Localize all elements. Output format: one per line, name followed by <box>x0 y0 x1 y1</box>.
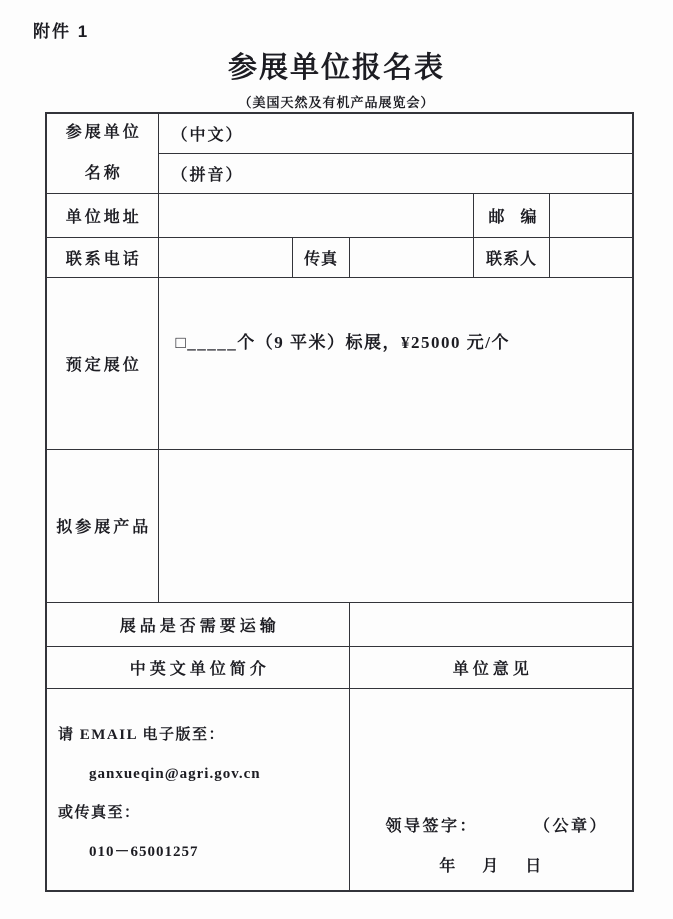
phone-input-cell[interactable] <box>158 237 292 277</box>
signature-area-cell[interactable] <box>349 688 633 891</box>
signature-line <box>350 818 633 835</box>
table-row <box>46 602 633 646</box>
booth-checkbox-option[interactable]: □_____个（9 平米）标展，¥25000 元/个 <box>175 332 510 352</box>
registration-form-table <box>45 112 634 892</box>
form-title: 参展单位报名表 <box>227 52 445 84</box>
table-row <box>46 237 633 277</box>
address-input-cell[interactable] <box>158 193 473 237</box>
form-subtitle: （美国天然及有机产品展览会） <box>238 95 435 110</box>
booth-label-cell: 预定展位 <box>46 277 158 449</box>
booth-selection-cell[interactable] <box>158 277 633 449</box>
contact-label-cell: 联系人 <box>473 237 549 277</box>
official-seal-label: （公章） <box>534 818 609 835</box>
intro-header-cell: 中英文单位简介 <box>46 646 349 688</box>
date-line <box>350 858 633 875</box>
shipping-label-cell: 展品是否需要运输 <box>46 602 349 646</box>
leader-signature-label: 领导签字： <box>385 818 479 835</box>
table-row <box>46 277 633 449</box>
table-row <box>46 193 633 237</box>
pinyin-name-input-cell[interactable] <box>158 153 633 193</box>
month-label: 月 <box>482 858 500 875</box>
products-input-cell[interactable] <box>158 449 633 602</box>
fax-label-cell: 传真 <box>292 237 349 277</box>
table-row <box>46 688 633 891</box>
shipping-answer-cell[interactable] <box>349 602 633 646</box>
opinion-header-cell: 单位意见 <box>349 646 633 688</box>
pinyin-name-label: （拼音） <box>171 166 244 184</box>
year-label: 年 <box>439 858 457 875</box>
chinese-name-input-cell[interactable] <box>158 113 633 153</box>
products-label-cell: 拟参展产品 <box>46 449 158 602</box>
postcode-input-cell[interactable] <box>549 193 633 237</box>
postcode-label-cell: 邮 编 <box>473 193 549 237</box>
contact-input-cell[interactable] <box>549 237 633 277</box>
phone-label-cell: 联系电话 <box>46 237 158 277</box>
unit-name-label-line2: 名称 <box>84 164 123 182</box>
attachment-label: 附件 1 <box>33 22 90 41</box>
email-address: ganxueqin@agri.gov.cn <box>89 765 261 782</box>
email-instruction-line: 请 EMAIL 电子版至： <box>58 726 226 743</box>
fax-input-cell[interactable] <box>349 237 473 277</box>
chinese-name-label: （中文） <box>171 126 244 144</box>
address-label-cell: 单位地址 <box>46 193 158 237</box>
table-row <box>46 113 633 153</box>
table-row <box>46 449 633 602</box>
table-row <box>46 646 633 688</box>
submission-instructions-cell <box>46 688 349 891</box>
fax-instruction-line: 或传真至： <box>58 804 141 821</box>
fax-number: 010－65001257 <box>89 843 199 860</box>
unit-name-label-cell <box>46 113 158 193</box>
day-label: 日 <box>525 858 543 875</box>
unit-name-label-line1: 参展单位 <box>65 123 142 141</box>
